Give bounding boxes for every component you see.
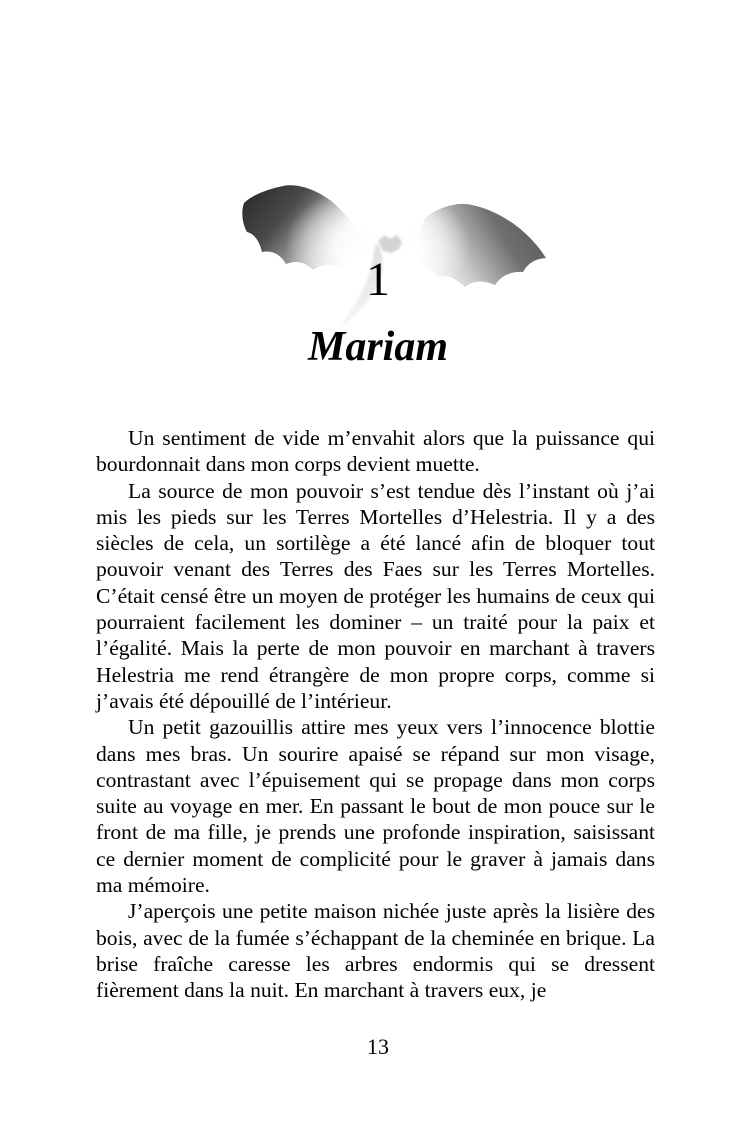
dragon-silhouette-icon	[232, 175, 562, 335]
page-number: 13	[367, 1034, 389, 1059]
paragraph: Un sentiment de vide m’envahit alors que la puissance qui bourdonnait dans mon corps devient muette.	[96, 426, 655, 477]
chapter-title: Mariam	[307, 324, 449, 370]
paragraph: J’aperçois une petite maison nichée juste après la lisière des bois, avec de la fumée s’échappant de la cheminée en brique. La brise fraîche caresse les arbres endormis qui se dressent fièrement dans la nuit. En marchant à travers eux, je	[96, 899, 655, 1003]
paragraph: La source de mon pouvoir s’est tendue dès l’instant où j’ai mis les pieds sur les Terres Mortelles d’Helestria. Il y a des siècles de cela, un sortilège a été lancé afin de bloquer tout pouvoir venant des Terres des Faes sur les Terres Mortelles. C’était censé être un moyen de protéger les humains de ceux qui pourraient facilement les dominer – un traité pour la paix et l’égalité. Mais la perte de mon pouvoir en marchant à travers Helestria me rend étrangère de mon propre corps, comme si j’avais été dépouillé de l’intérieur.	[96, 478, 655, 713]
paragraph: Un petit gazouillis attire mes yeux vers l’innocence blottie dans mes bras. Un sourire apaisé se répand sur mon visage, contrastant avec l’épuisement qui se propage dans mon corps suite au voyage en mer. En passant le bout de mon pouce sur le front de ma fille, je prends une profonde inspiration, saisissant ce dernier moment de complicité pour le graver à jamais dans ma mémoire.	[96, 715, 655, 898]
chapter-number: 1	[366, 253, 390, 306]
body-text	[96, 425, 655, 1004]
